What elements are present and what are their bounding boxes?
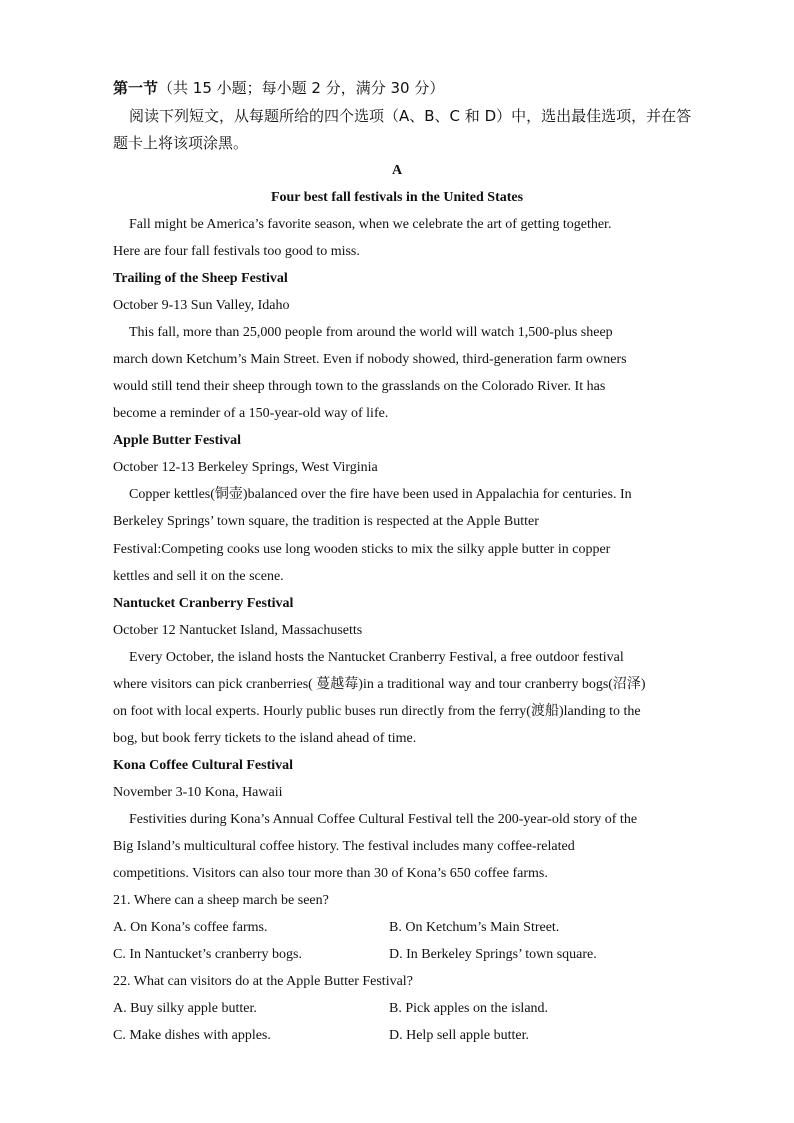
festival-text-line: Big Island’s multicultural coffee history. The festival includes many coffee-related <box>113 839 575 854</box>
festival-text-line: Every October, the island hosts the Nantucket Cranberry Festival, a free outdoor festival <box>129 650 624 665</box>
instructions-line-2: 题卡上将该项涂黑。 <box>113 134 249 152</box>
festival-text-line: on foot with local experts. Hourly public buses run directly from the ferry(渡船)landing to the <box>113 704 641 719</box>
festival-text-line: kettles and sell it on the scene. <box>113 569 284 584</box>
section-header <box>113 78 444 98</box>
question-22-option-a[interactable]: A. Buy silky apple butter. <box>113 1001 257 1016</box>
festival-text-line: would still tend their sheep through town to the grasslands on the Colorado River. It has <box>113 379 606 394</box>
festival-text-line: bog, but book ferry tickets to the island ahead of time. <box>113 731 417 746</box>
question-22-stem: 22. What can visitors do at the Apple Butter Festival? <box>113 974 413 989</box>
festival-text-line: become a reminder of a 150-year-old way of life. <box>113 406 389 421</box>
festival-text-line: Copper kettles(铜壶)balanced over the fire have been used in Appalachia for centuries. In <box>129 487 632 502</box>
question-22-option-b[interactable]: B. Pick apples on the island. <box>389 1001 549 1016</box>
festival-date-sheep: October 9-13 Sun Valley, Idaho <box>113 298 290 313</box>
festival-text-line: Festival:Competing cooks use long wooden sticks to mix the silky apple butter in copper <box>113 542 611 557</box>
question-21-option-c[interactable]: C. In Nantucket’s cranberry bogs. <box>113 947 302 962</box>
festival-name-cranberry: Nantucket Cranberry Festival <box>113 596 294 611</box>
question-22-option-d[interactable]: D. Help sell apple butter. <box>389 1028 529 1043</box>
question-21-option-a[interactable]: A. On Kona’s coffee farms. <box>113 920 268 935</box>
question-22-option-c[interactable]: C. Make dishes with apples. <box>113 1028 271 1043</box>
passage-label: A <box>391 163 403 178</box>
festival-text-line: Festivities during Kona’s Annual Coffee Cultural Festival tell the 200-year-old story of the <box>129 812 638 827</box>
festival-date-kona: November 3-10 Kona, Hawaii <box>113 785 283 800</box>
passage-title: Four best fall festivals in the United States <box>270 190 524 205</box>
festival-text-line: competitions. Visitors can also tour more than 30 of Kona’s 650 coffee farms. <box>113 866 548 881</box>
question-21-option-d[interactable]: D. In Berkeley Springs’ town square. <box>389 947 597 962</box>
festival-name-sheep: Trailing of the Sheep Festival <box>113 271 288 286</box>
festival-text-line: Berkeley Springs’ town square, the tradition is respected at the Apple Butter <box>113 514 539 529</box>
question-21-stem: 21. Where can a sheep march be seen? <box>113 893 329 908</box>
festival-name-kona: Kona Coffee Cultural Festival <box>113 758 294 773</box>
festival-text-line: march down Ketchum’s Main Street. Even if nobody showed, third-generation farm owners <box>113 352 627 367</box>
festival-text-line: This fall, more than 25,000 people from around the world will watch 1,500-plus sheep <box>129 325 613 340</box>
festival-text-line: where visitors can pick cranberries( 蔓越莓)in a traditional way and tour cranberry bogs(沼泽) <box>113 677 646 692</box>
section-title: 第一节 <box>113 79 159 97</box>
section-note: （共 15 小题；每小题 2 分，满分 30 分） <box>158 79 445 97</box>
instructions-line-1: 阅读下列短文，从每题所给的四个选项（A、B、C 和 D）中，选出最佳选项，并在答 <box>129 107 692 125</box>
intro-line-1: Fall might be America’s favorite season, when we celebrate the art of getting together. <box>129 217 612 232</box>
festival-name-apple-butter: Apple Butter Festival <box>113 433 242 448</box>
intro-line-2: Here are four fall festivals too good to miss. <box>113 244 360 259</box>
question-21-option-b[interactable]: B. On Ketchum’s Main Street. <box>389 920 560 935</box>
festival-date-cranberry: October 12 Nantucket Island, Massachusetts <box>113 623 363 638</box>
festival-date-apple-butter: October 12-13 Berkeley Springs, West Virginia <box>113 460 378 475</box>
